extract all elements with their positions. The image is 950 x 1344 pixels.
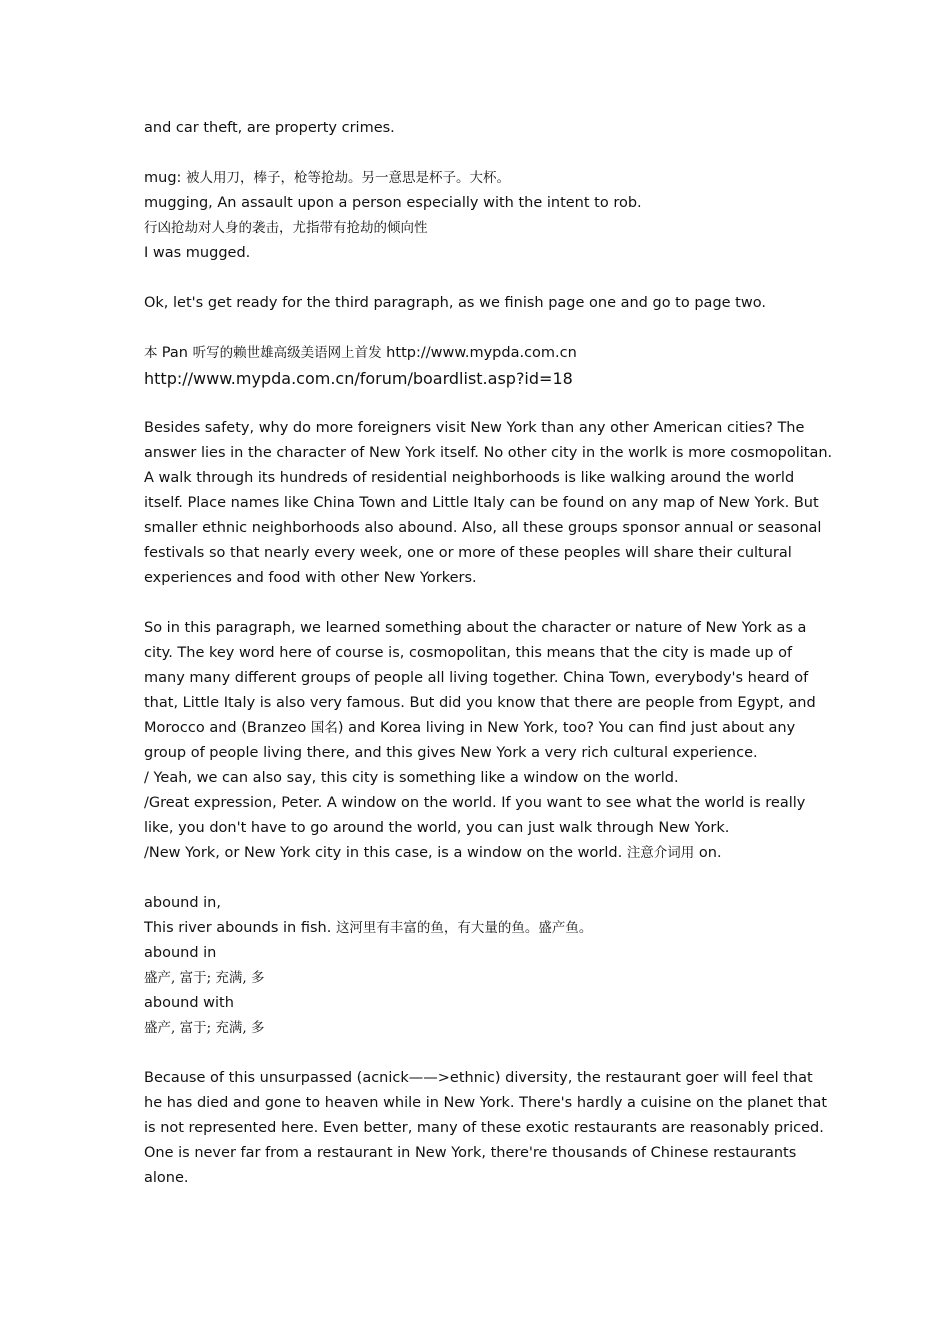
text-line-l35: One is never far from a restaurant in New York, there're thousands of Chinese restaurants [144, 1145, 797, 1161]
text-line-l1: and car theft, are property crimes. [144, 120, 395, 136]
chinese-text: 盛产, 富于; 充满, 多 [144, 1020, 265, 1036]
text-line-l25 [144, 841, 834, 866]
text-line-l33: he has died and gone to heaven while in New York. There's hardly a cuisine on the planet that [144, 1095, 828, 1111]
text-line-l29 [144, 966, 834, 991]
text-line-l27 [144, 916, 834, 941]
text-line-l17: city. The key word here of course is, cosmopolitan, this means that the city is made up of [144, 645, 793, 661]
paragraph-spacer [144, 266, 834, 291]
text-line-l6: Ok, let's get ready for the third paragraph, as we finish page one and go to page two. [144, 295, 766, 311]
text-line-l31 [144, 1016, 834, 1041]
chinese-text: 行凶抢劫对人身的袭击，尤指带有抢劫的倾向性 [144, 220, 428, 236]
text-line-l11: A walk through its hundreds of residential neighborhoods is like walking around the world [144, 470, 795, 486]
text-line-l3: mugging, An assault upon a person especially with the intent to rob. [144, 195, 642, 211]
text-line-l36: alone. [144, 1170, 189, 1186]
text-line-l9: Besides safety, why do more foreigners visit New York than any other American cities? The [144, 420, 805, 436]
text-segment: This river abounds in fish. [144, 920, 336, 936]
paragraph-spacer [144, 1041, 834, 1066]
text-line-l18: many many different groups of people all living together. China Town, everybody's heard of [144, 670, 809, 686]
text-line-l13: smaller ethnic neighborhoods also abound. Also, all these groups sponsor annual or seasonal [144, 520, 822, 536]
text-line-l12: itself. Place names like China Town and Little Italy can be found on any map of New York. But [144, 495, 819, 511]
chinese-text: 听写的赖世雄高级美语网上首发 [192, 345, 382, 361]
paragraph-spacer [144, 591, 834, 616]
text-line-l28: abound in [144, 945, 217, 961]
chinese-text: 这河里有丰富的鱼，有大量的鱼。盛产鱼。 [335, 920, 593, 936]
paragraph-spacer [144, 866, 834, 891]
text-segment: on. [694, 845, 722, 861]
text-line-l19: that, Little Italy is also very famous. But did you know that there are people from Egypt, and [144, 695, 816, 711]
paragraph-spacer [144, 316, 834, 341]
text-line-l2 [144, 166, 834, 191]
text-line-l21: group of people living there, and this gives New York a very rich cultural experience. [144, 745, 758, 761]
chinese-text: 本 [144, 345, 162, 361]
text-line-l15: experiences and food with other New Yorkers. [144, 570, 477, 586]
text-line-l22: / Yeah, we can also say, this city is something like a window on the world. [144, 770, 679, 786]
text-line-l5: I was mugged. [144, 245, 251, 261]
text-line-l32: Because of this unsurpassed (acnick——>ethnic) diversity, the restaurant goer will feel that [144, 1070, 813, 1086]
text-line-l8 [144, 366, 834, 391]
text-line-l26: abound in, [144, 895, 221, 911]
text-line-l34: is not represented here. Even better, many of these exotic restaurants are reasonably priced. [144, 1120, 824, 1136]
text-segment: /New York, or New York city in this case, is a window on the world. [144, 845, 627, 861]
text-segment: ) and Korea living in New York, too? You can find just about any [337, 720, 796, 736]
text-segment: mug: [144, 170, 187, 186]
paragraph-spacer [144, 141, 834, 166]
chinese-text: 注意介词用 [626, 845, 695, 861]
text-segment: http://www.mypda.com.cn/forum/boardlist.asp?id=18 [144, 369, 573, 388]
text-line-l20 [144, 716, 834, 741]
text-line-l24: like, you don't have to go around the world, you can just walk through New York. [144, 820, 730, 836]
text-segment: Pan [161, 345, 193, 361]
text-line-l14: festivals so that nearly every week, one or more of these peoples will share their cultural [144, 545, 792, 561]
text-segment: Morocco and (Branzeo [144, 720, 311, 736]
text-line-l7 [144, 341, 834, 366]
text-line-l23: /Great expression, Peter. A window on the world. If you want to see what the world is really [144, 795, 806, 811]
chinese-text: 国名 [310, 720, 338, 736]
paragraph-spacer [144, 391, 834, 416]
text-line-l4 [144, 216, 834, 241]
chinese-text: 被人用刀，棒子，枪等抢劫。另一意思是杯子。大杯。 [186, 170, 511, 186]
document-page [144, 116, 834, 1191]
text-line-l16: So in this paragraph, we learned something about the character or nature of New York as a [144, 620, 807, 636]
text-line-l10: answer lies in the character of New York itself. No other city in the worlk is more cosmopolitan. [144, 445, 833, 461]
text-segment: http://www.mypda.com.cn [381, 345, 577, 361]
text-line-l30: abound with [144, 995, 234, 1011]
chinese-text: 盛产, 富于; 充满, 多 [144, 970, 265, 986]
